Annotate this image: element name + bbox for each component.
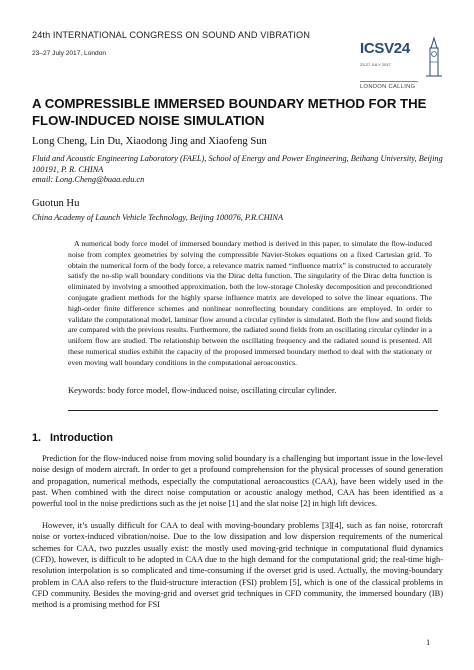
section-heading bbox=[32, 432, 113, 444]
second-author: Guotun Hu bbox=[32, 198, 80, 209]
big-ben-icon bbox=[418, 36, 450, 80]
intro-paragraph-2: However, it’s usually difficult for CAA to deal with moving-boundary problems [3][4], such as fan noise, rotorcraft noise or vortex-induced vibration/noise. Due to the low dissipation and low dispersion requirements of the numerical schemes for CAA, two puzzles usually exist: the mostly used moving-grid technique in computational fluid dynamics (CFD), however, is difficult to be adopted in CAA due to the high demand for the computational grid; the real-time high-resolution interpolation is so complicated and time-consuming if the overset grid is used. Actually, the moving-boundary problem in CAA also refers to the fluid-structure interaction (FSI) problem [5], which is one of the classical problems in CFD community. Besides the moving-grid and overset grid techniques in CFD community, the immersed boundary (IB) method is a promising method for FSI bbox=[32, 521, 443, 610]
conference-name: 24th INTERNATIONAL CONGRESS ON SOUND AND VIBRATION bbox=[32, 30, 310, 40]
paper-authors: Long Cheng, Lin Du, Xiaodong Jing and Xiaofeng Sun bbox=[32, 136, 267, 147]
logo-city: LONDON CALLING bbox=[360, 84, 416, 90]
logo-dates: 23-27 JULY 2017 bbox=[360, 62, 391, 67]
section-title: Introduction bbox=[50, 432, 113, 444]
abstract: A numerical body force model of immersed boundary method is derived in this paper, to simulate the flow-induced noise from complex geometries by solving the compressible Navier-Stokes equations on a fixed Cartesian grid. To obtain the numerical form of the body force, a relevance matrix named “influence matrix” is constructed to accurately satisfy the no-slip wall boundary conditions via the Dirac delta function. The singularity of the Dirac delta function is eliminated by involving a smoothed approximation, both the low-storage Cholesky decomposition and preconditioned conjugate gradient methods for the highly sparse influence matrix are developed to solve the linear equations. The high-order finite difference schemes and nonlinear nonreflecting boundary conditions are employed. In order to validate the computational model, laminar flow around a circular cylinder is simulated. Both the flow and sound fields are compared with the previous results. Furthermore, the radiated sound fields from an oscillating circular cylinder in a uniform flow are studied. The relationship between the oscillating frequency and the radiated sound is presented. All these numerical studies exhibit the capacity of the proposed immersed boundary method to deal with the stationary or even moving wall boundary conditions in the computational aeroacoustics. bbox=[68, 239, 432, 367]
affiliation-block bbox=[32, 154, 452, 186]
conference-header bbox=[32, 30, 342, 57]
author-email: email: Long.Cheng@buaa.edu.cn bbox=[32, 175, 145, 185]
paper-title: A COMPRESSIBLE IMMERSED BOUNDARY METHOD FOR THE FLOW-INDUCED NOISE SIMULATION bbox=[32, 96, 427, 128]
logo-divider bbox=[360, 81, 418, 82]
conference-dates: 23–27 July 2017, London bbox=[32, 50, 107, 57]
abstract-divider bbox=[68, 410, 438, 411]
logo-wordmark: ICSV24 bbox=[360, 40, 410, 57]
icsv-logo bbox=[360, 40, 450, 100]
page-number: 1 bbox=[426, 638, 431, 647]
affiliation-text: Fluid and Acoustic Engineering Laboratory (FAEL), School of Energy and Power Engineering, Beihang University, Beijing 100191, P. R. CHINA bbox=[32, 154, 443, 174]
section-number: 1. bbox=[32, 432, 42, 444]
intro-paragraph-1: Prediction for the flow-induced noise from moving solid boundary is a challenging but important issue in the low-level noise design of modern aircraft. In order to get a profound comprehension for the physical processes of sound generation and propagation, numerical methods, especially the computational aeroacoustics (CAA), have been widely used in the past. When combined with the direct noise computation or acoustic analogy method, CAA has been identified as a powerful tool in the noise predictions such as the jet noise [1] and the slat noise [2] in high lift devices. bbox=[32, 454, 443, 509]
keywords: Keywords: body force model, flow-induced noise, oscillating circular cylinder. bbox=[68, 385, 337, 395]
second-affiliation: China Academy of Launch Vehicle Technology, Beijing 100076, P.R.CHINA bbox=[32, 213, 284, 222]
